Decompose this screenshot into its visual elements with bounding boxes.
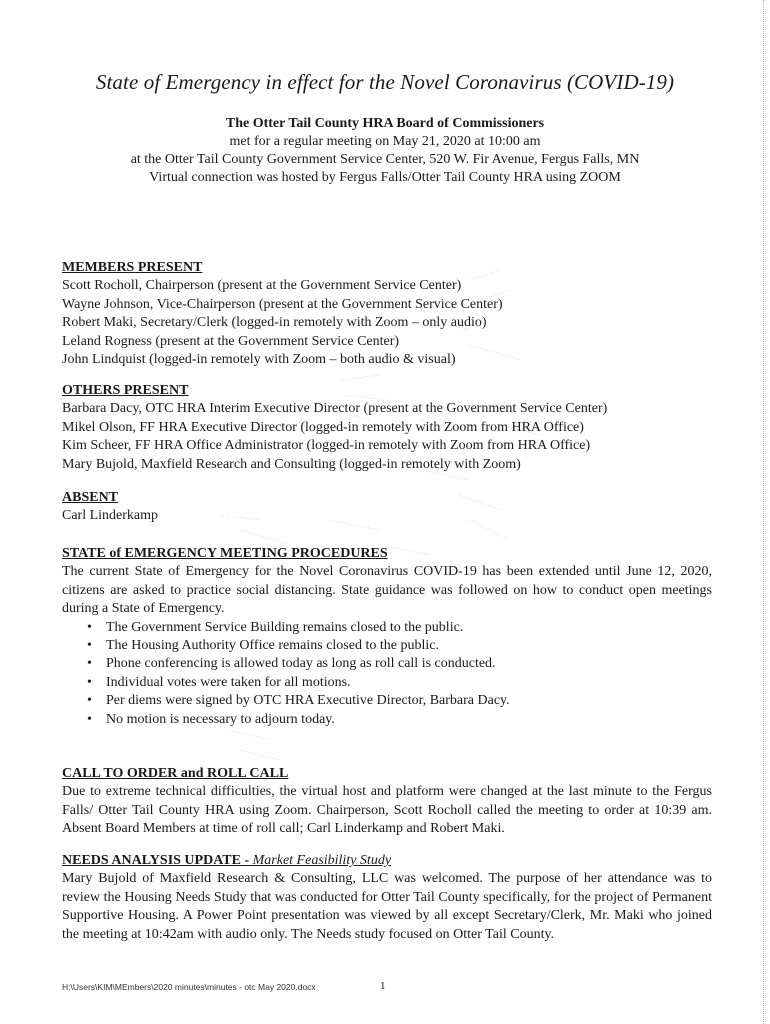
members-present-section — [62, 259, 712, 369]
others-present-heading: OTHERS PRESENT — [62, 383, 189, 398]
member-line: Wayne Johnson, Vice-Chairperson (present at the Government Service Center) — [62, 296, 503, 312]
emergency-banner: State of Emergency in effect for the Novel Coronavirus (COVID-19) — [95, 70, 675, 94]
absent-line: Carl Linderkamp — [62, 508, 159, 524]
others-present-section — [62, 382, 712, 474]
members-present-heading: MEMBERS PRESENT — [62, 260, 203, 275]
needs-analysis-title: NEEDS ANALYSIS UPDATE — [62, 853, 241, 868]
heading-separator: - — [240, 853, 253, 868]
board-name: The Otter Tail County HRA Board of Commissioners — [225, 116, 545, 131]
emergency-procedures-heading: STATE of EMERGENCY MEETING PROCEDURES — [62, 546, 388, 561]
list-item: • The Government Service Building remains closed to the public. — [62, 619, 712, 637]
absent-heading: ABSENT — [62, 490, 119, 505]
emergency-procedures-section — [62, 545, 712, 729]
absent-section — [62, 489, 712, 526]
list-item: • Per diems were signed by OTC HRA Executive Director, Barbara Dacy. — [62, 692, 712, 710]
emergency-paragraph: The current State of Emergency for the Novel Coronavirus COVID-19 has been extended until June 12, 2020, citizens are asked to practice social distancing. State guidance was followed on how to conduct open meetings during a State of Emergency. — [62, 564, 712, 617]
needs-analysis-paragraph: Mary Bujold of Maxfield Research & Consulting, LLC was welcomed. The purpose of her attendance was to review the Housing Needs Study that was conducted for Otter Tail County specifically, for the project of Permanent Supportive Housing. A Power Point presentation was viewed by all except Secretary/Clerk, Mr. Maki who joined the meeting at 10:42am with audio only. The Needs study focused on Otter Tail County. — [62, 871, 712, 942]
list-item: • Individual votes were taken for all motions. — [62, 674, 712, 692]
meeting-location-line: at the Otter Tail County Government Service Center, 520 W. Fir Avenue, Fergus Falls, MN — [130, 152, 640, 167]
attendee-line: Mikel Olson, FF HRA Executive Director (logged-in remotely with Zoom from HRA Office) — [62, 419, 584, 435]
member-line: Robert Maki, Secretary/Clerk (logged-in remotely with Zoom – only audio) — [62, 315, 487, 331]
list-item: • The Housing Authority Office remains closed to the public. — [62, 637, 712, 655]
meeting-header — [0, 115, 770, 187]
list-item: • Phone conferencing is allowed today as long as roll call is conducted. — [62, 655, 712, 673]
needs-analysis-subtitle: Market Feasibility Study — [252, 853, 392, 868]
attendee-line: Kim Scheer, FF HRA Office Administrator (logged-in remotely with Zoom from HRA Office) — [62, 438, 591, 454]
call-to-order-section — [62, 765, 712, 839]
list-item: • No motion is necessary to adjourn today. — [62, 711, 712, 729]
member-line: Scott Rocholl, Chairperson (present at the Government Service Center) — [62, 278, 462, 294]
member-line: Leland Rogness (present at the Government Service Center) — [62, 333, 400, 349]
member-line: John Lindquist (logged-in remotely with Zoom – both audio & visual) — [62, 352, 456, 368]
file-path-footer: H:\Users\KIM\MEmbers\2020 minutes\minutes - otc May 2020.docx — [62, 982, 316, 992]
page-number: 1 — [380, 980, 386, 992]
attendee-line: Mary Bujold, Maxfield Research and Consulting (logged-in remotely with Zoom) — [62, 456, 521, 472]
needs-analysis-section — [62, 852, 712, 944]
needs-analysis-heading — [62, 852, 712, 870]
call-to-order-paragraph: Due to extreme technical difficulties, the virtual host and platform were changed at the last minute to the Fergus Falls/ Otter Tail County HRA using Zoom. Chairperson, Scott Rocholl called the meeting to order at 10:39 am. Absent Board Members at time of roll call; Carl Linderkamp and Robert Maki. — [62, 784, 712, 837]
meeting-date-line: met for a regular meeting on May 21, 2020 at 10:00 am — [229, 134, 541, 149]
procedures-list — [62, 619, 712, 729]
virtual-connection-line: Virtual connection was hosted by Fergus Falls/Otter Tail County HRA using ZOOM — [149, 170, 621, 185]
call-to-order-heading: CALL TO ORDER and ROLL CALL — [62, 766, 289, 781]
attendee-line: Barbara Dacy, OTC HRA Interim Executive Director (present at the Government Service Center) — [62, 401, 608, 417]
